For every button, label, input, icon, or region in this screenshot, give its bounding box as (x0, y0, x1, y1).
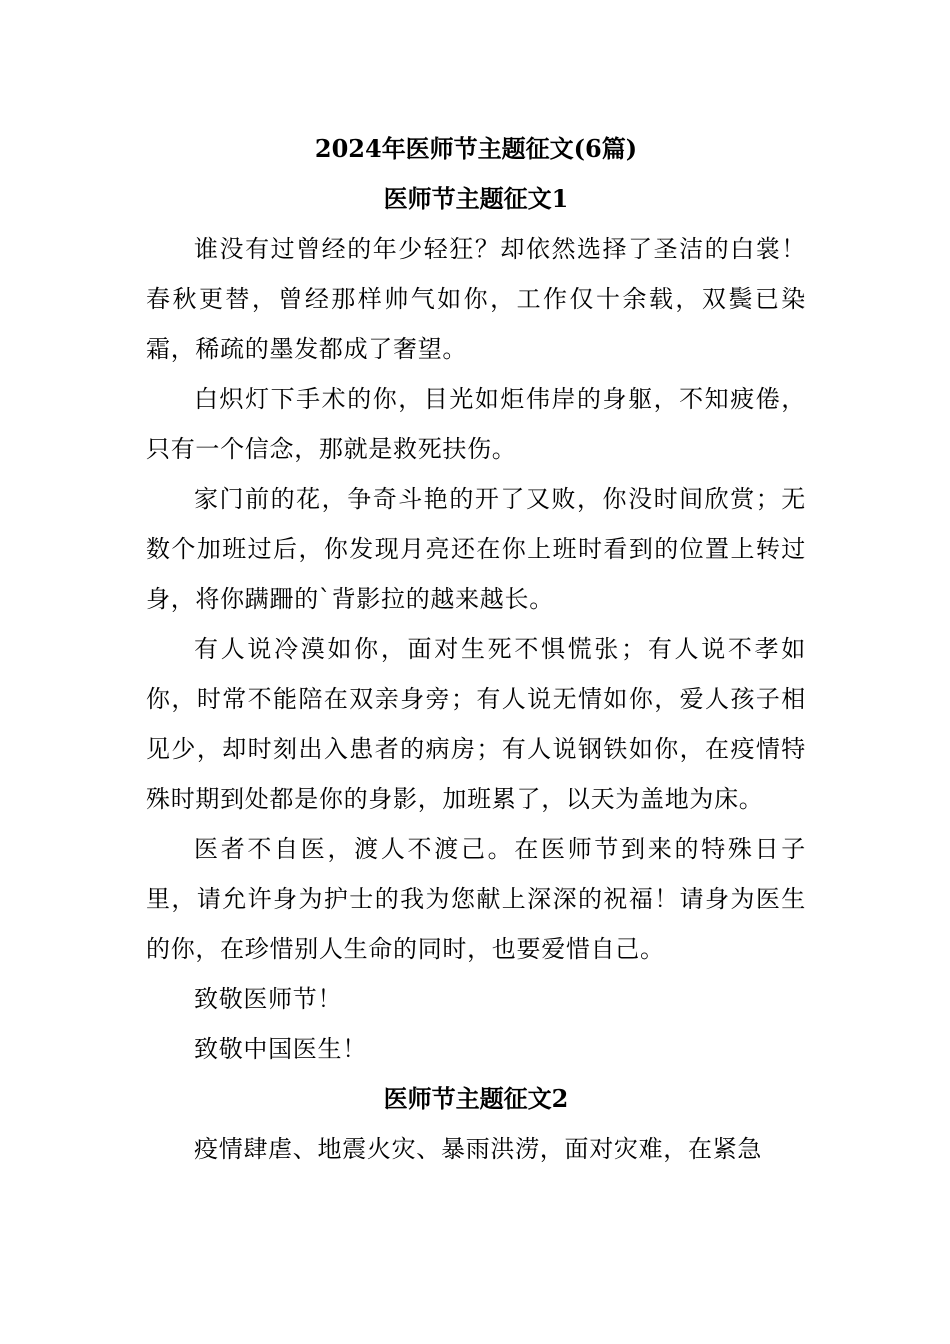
section-1-paragraph-1: 谁没有过曾经的年少轻狂？却依然选择了圣洁的白裳！春秋更替，曾经那样帅气如你，工作仅十余载，双鬓已染霜，稀疏的墨发都成了奢望。 (146, 235, 806, 363)
section-2-paragraph-1: 疫情肆虐、地震火灾、暴雨洪涝，面对灾难，在紧急 (194, 1135, 763, 1163)
section-1-paragraph-2: 白炽灯下手术的你，目光如炬伟岸的身躯，不知疲倦，只有一个信念，那就是救死扶伤。 (146, 385, 806, 463)
document-content (146, 124, 806, 1174)
section-1-paragraph-4: 有人说冷漠如你，面对生死不惧慌张；有人说不孝如你，时常不能陪在双亲身旁；有人说无情如你，爱人孩子相见少，却时刻出入患者的病房；有人说钢铁如你，在疫情特殊时期到处都是你的身影，加班累了，以天为盖地为床。 (146, 635, 806, 813)
section-1-salute-1: 致敬医师节！ (194, 985, 343, 1013)
section-1-paragraph-3: 家门前的花，争奇斗艳的开了又败，你没时间欣赏；无数个加班过后，你发现月亮还在你上班时看到的位置上转过身，将你蹒跚的`背影拉的越来越长。 (146, 485, 806, 613)
section-2-heading: 医师节主题征文2 (383, 1084, 569, 1113)
section-1-paragraph-5: 医者不自医，渡人不渡己。在医师节到来的特殊日子里，请允许身为护士的我为您献上深深的祝福！请身为医生的你，在珍惜别人生命的同时，也要爱惜自己。 (146, 835, 806, 963)
section-1-salute-2: 致敬中国医生！ (194, 1035, 367, 1063)
document-title: 2024年医师节主题征文(6篇) (314, 134, 638, 163)
section-1-heading: 医师节主题征文1 (383, 184, 569, 213)
